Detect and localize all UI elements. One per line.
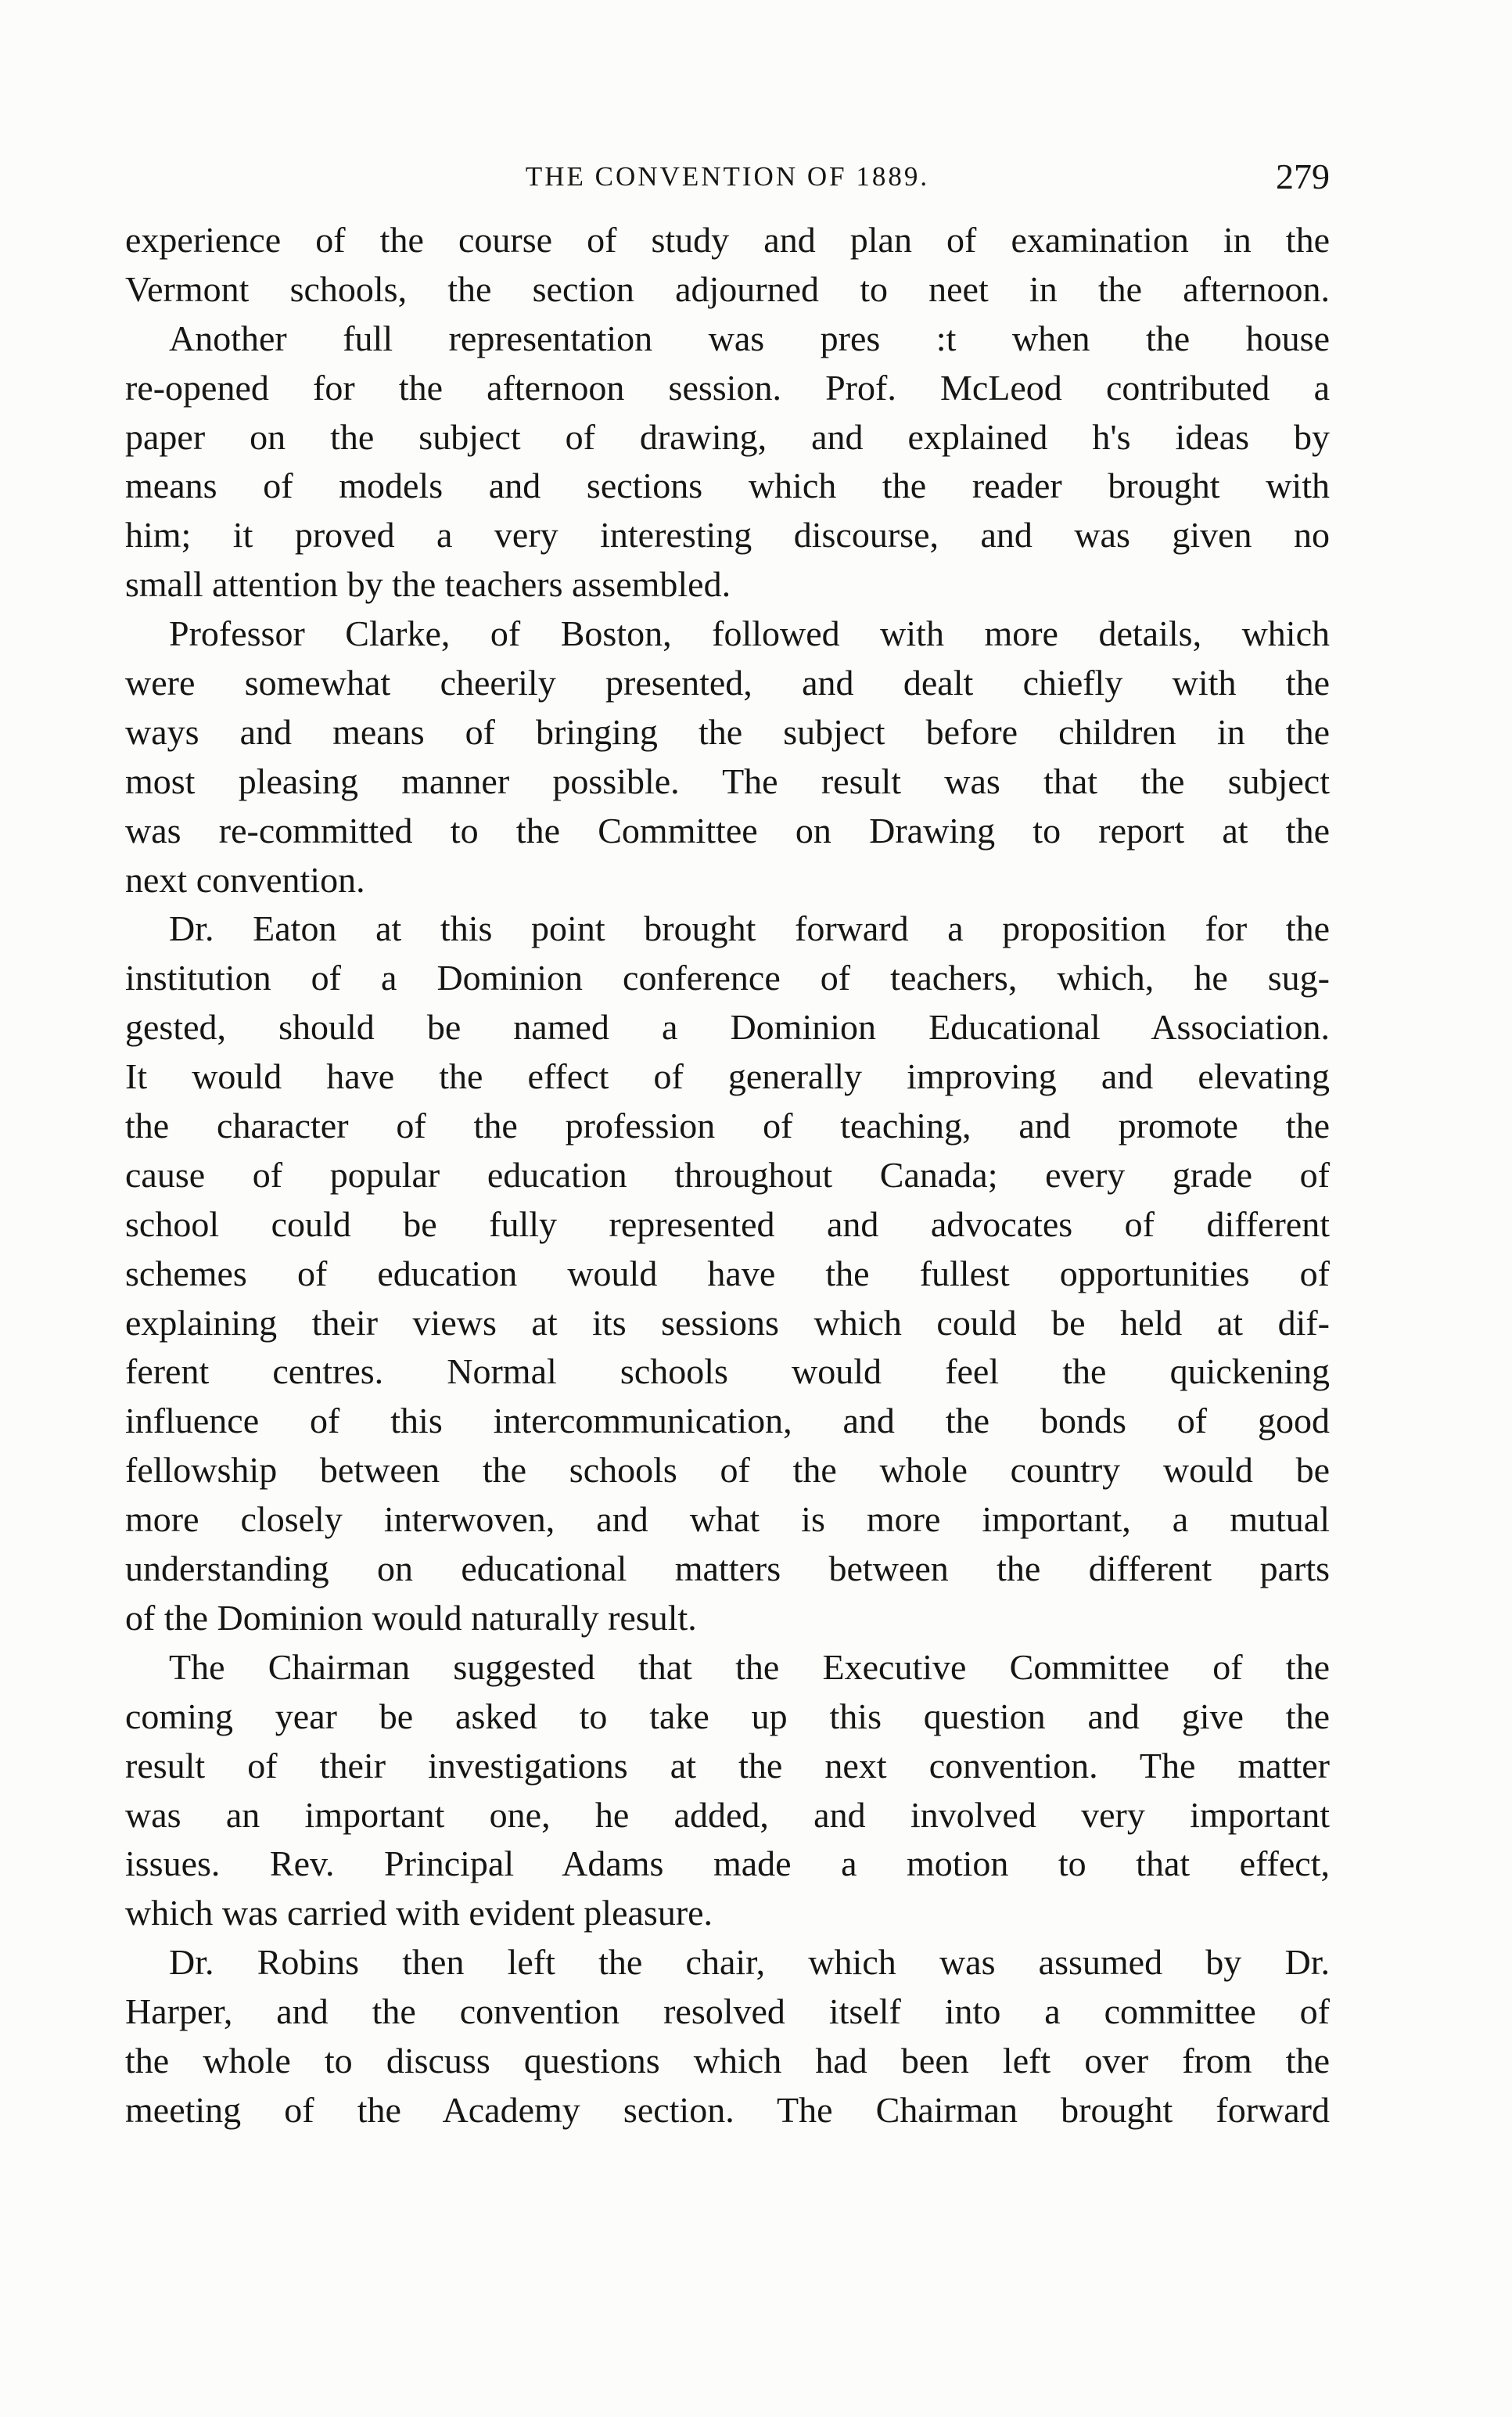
running-head-title: THE CONVENTION OF 1889.	[525, 161, 930, 192]
text-line: cause of popular education throughout Canada; every grade of	[125, 1154, 1330, 1195]
text-line: result of their investigations at the next convention. The matter	[125, 1745, 1330, 1786]
text-line: schemes of education would have the fullest opportunities of	[125, 1253, 1330, 1293]
text-line: him; it proved a very interesting discourse, and was given no	[125, 515, 1330, 556]
text-line: understanding on educational matters between the different parts	[125, 1548, 1330, 1589]
text-line: paper on the subject of drawing, and explained h's ideas by	[125, 416, 1330, 457]
text-line: were somewhat cheerily presented, and dealt chiefly with the	[125, 663, 1330, 703]
text-line: the whole to discuss questions which had been left over from the	[125, 2040, 1330, 2081]
text-line: ferent centres. Normal schools would feel the quickening	[125, 1351, 1330, 1392]
text-line: explaining their views at its sessions which could be held at dif-	[125, 1302, 1330, 1343]
text-line: experience of the course of study and plan of examination in the	[125, 220, 1330, 260]
text-line: Professor Clarke, of Boston, followed with more details, which	[169, 613, 1330, 654]
page-number: 279	[1276, 156, 1330, 196]
body-text	[125, 216, 1330, 2135]
text-line: was re-committed to the Committee on Drawing to report at the	[125, 810, 1330, 851]
text-line: which was carried with evident pleasure.	[125, 1893, 713, 1933]
text-line: coming year be asked to take up this question and give the	[125, 1696, 1330, 1736]
text-line: It would have the effect of generally improving and elevating	[125, 1056, 1330, 1097]
text-line: Dr. Robins then left the chair, which was assumed by Dr.	[169, 1942, 1330, 1983]
running-head	[125, 153, 1330, 200]
text-line: most pleasing manner possible. The result was that the subject	[125, 761, 1330, 801]
text-line: issues. Rev. Principal Adams made a motion to that effect,	[125, 1843, 1330, 1884]
text-line: the character of the profession of teaching, and promote the	[125, 1106, 1330, 1146]
text-line: means of models and sections which the reader brought with	[125, 466, 1330, 506]
text-line: Another full representation was pres :t when the house	[169, 318, 1330, 358]
text-line: school could be fully represented and advocates of different	[125, 1203, 1330, 1244]
text-line: meeting of the Academy section. The Chairman brought forward	[125, 2089, 1330, 2130]
text-line: re-opened for the afternoon session. Prof. McLeod contributed a	[125, 367, 1330, 408]
text-line: more closely interwoven, and what is more important, a mutual	[125, 1499, 1330, 1540]
text-line: small attention by the teachers assembled.	[125, 564, 731, 605]
text-line: ways and means of bringing the subject before children in the	[125, 711, 1330, 752]
text-line: institution of a Dominion conference of teachers, which, he sug-	[125, 958, 1330, 998]
text-line: The Chairman suggested that the Executive Committee of the	[169, 1646, 1330, 1687]
text-line: of the Dominion would naturally result.	[125, 1597, 697, 1638]
text-line: gested, should be named a Dominion Educational Association.	[125, 1007, 1330, 1048]
text-line: influence of this intercommunication, and the bonds of good	[125, 1401, 1330, 1441]
text-line: Dr. Eaton at this point brought forward a proposition for the	[169, 908, 1330, 949]
text-line: fellowship between the schools of the whole country would be	[125, 1450, 1330, 1491]
text-line: was an important one, he added, and involved very important	[125, 1794, 1330, 1835]
text-line: next convention.	[125, 859, 365, 900]
text-line: Harper, and the convention resolved itself into a committee of	[125, 1991, 1330, 2032]
text-line: Vermont schools, the section adjourned to neet in the afternoon.	[125, 268, 1330, 309]
